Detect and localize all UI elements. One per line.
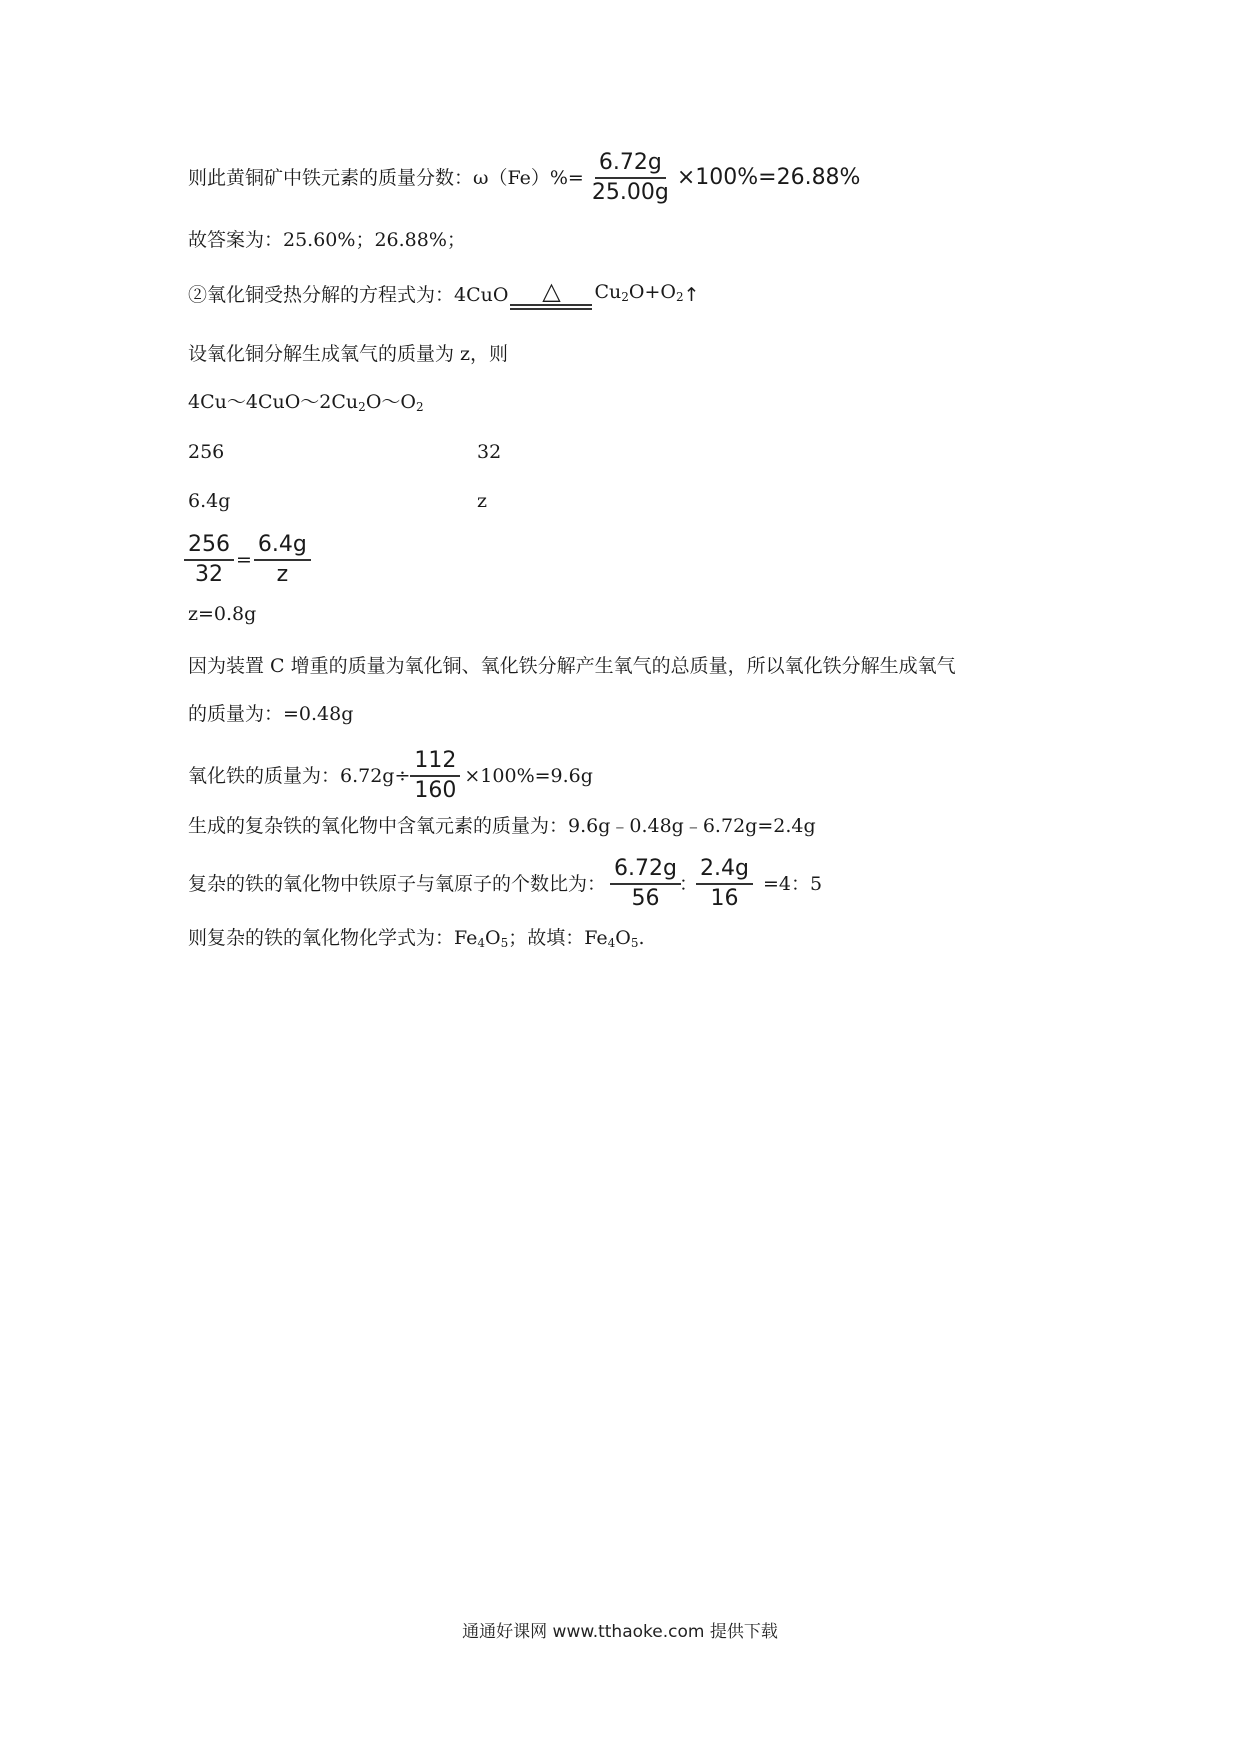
text-segment: 则复杂的铁的氧化物化学式为：$Fe_4O_5$；故填：$Fe_4O_5$. [188,927,645,950]
line-relation [188,388,424,421]
delta-icon: △ [542,276,561,305]
fraction [254,532,311,588]
text-segment: 复杂的铁的氧化物中铁原子与氧原子的个数比为： [188,873,607,895]
numerator: 256 [184,532,234,561]
text-segment: z=0.8g [188,603,257,625]
text-segment: ×100%=9.6g [464,765,593,787]
text-segment: 氧化铁的质量为：6.72g÷ [188,765,411,787]
up-arrow-icon: ↑ [683,283,700,306]
text-segment: 6.4g [188,490,231,512]
text-segment: $Cu_2O+O_2$ [594,281,684,304]
equals-sign: = [236,549,252,571]
line-equation [188,278,700,311]
numerator: 6.72g [610,856,681,885]
line-formula [188,924,645,957]
text-segment: ×100%=26.88% [676,165,861,190]
numerator: 6.4g [254,532,311,561]
text-segment: 的质量为：=0.48g [188,703,354,725]
heating-condition [510,276,592,310]
fraction [184,532,234,588]
line-mass-values-col2 [477,487,487,515]
denominator: z [276,562,289,587]
line-iron-oxide-mass [188,748,593,804]
denominator: 16 [710,886,739,911]
text-segment: 则此黄铜矿中铁元素的质量分数：ω（Fe）%= [188,167,584,189]
text-segment: =4：5 [762,873,823,895]
denominator: 32 [195,562,223,587]
denominator: 160 [414,778,457,803]
line-mass-values [188,487,230,515]
colon: ： [678,873,698,895]
text-segment: $4Cu\sim 4CuO\sim 2Cu_2O\sim O_2$ [188,391,424,414]
denominator: 25.00g [591,180,669,205]
line-ratio-values [188,438,588,466]
fraction [610,856,681,912]
line-atom-ratio [188,856,822,912]
fraction [410,748,460,804]
text-segment: 生成的复杂铁的氧化物中含氧元素的质量为：9.6g﹣0.48g﹣6.72g=2.4g [188,815,816,837]
line-z-result [188,600,256,628]
text-segment: 256 [188,441,225,463]
fraction [696,856,753,912]
line-oxygen-mass [188,700,353,728]
numerator: 112 [410,748,460,777]
numerator: 6.72g [595,150,666,179]
equals-bar [510,304,592,310]
text-segment: 设氧化铜分解生成氧气的质量为 z，则 [188,343,509,365]
text-segment: 32 [477,441,502,463]
line-ratio-values-col2 [477,438,501,466]
line-explanation [188,652,956,680]
text-segment: 故答案为：25.60%；26.88%； [188,229,466,251]
line-answer [188,226,466,254]
text-segment: z [477,490,488,512]
line-iron-mass-fraction [188,150,860,206]
text-segment: 因为装置 C 增重的质量为氧化铜、氧化铁分解产生氧气的总质量，所以氧化铁分解生成氧气 [188,655,956,677]
line-assume [188,340,508,368]
denominator: 56 [631,886,660,911]
page-footer: 通通好课网 www.tthaoke.com 提供下载 [462,1622,778,1642]
fraction [588,150,673,206]
line-oxygen-element-mass [188,812,816,840]
line-proportion [184,532,315,588]
text-segment: ②氧化铜受热分解的方程式为：4CuO [188,283,509,306]
numerator: 2.4g [696,856,753,885]
